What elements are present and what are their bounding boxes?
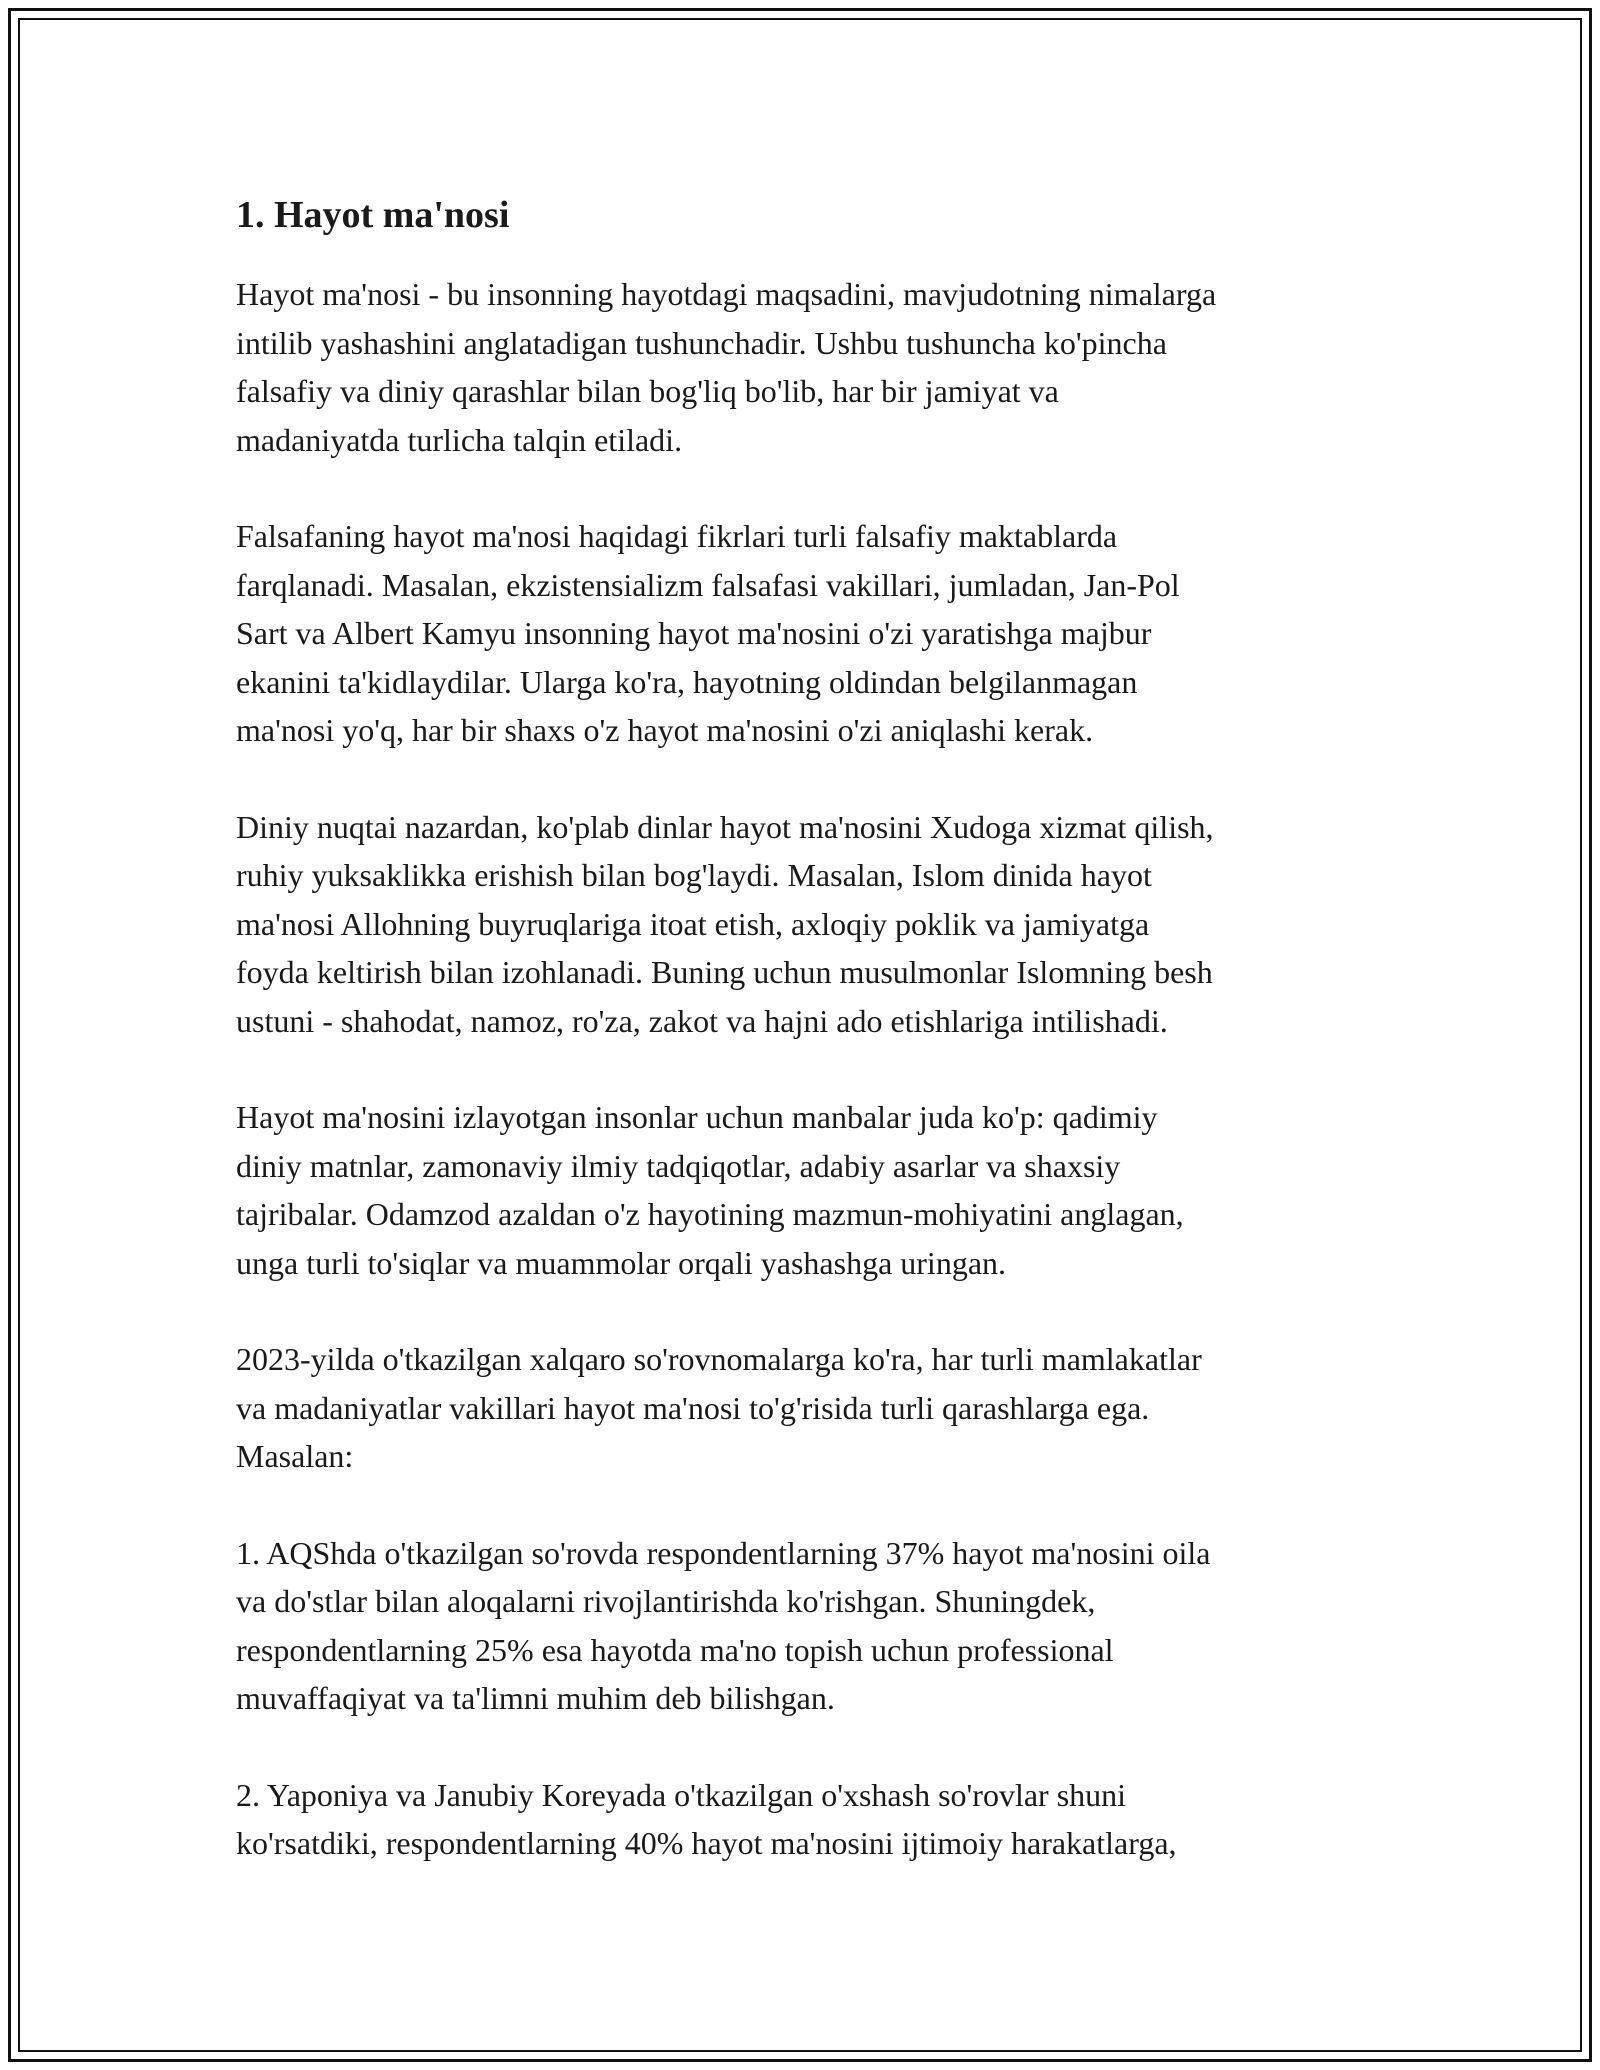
text-line: ma'nosi Allohning buyruqlariga itoat etish, axloqiy poklik va jamiyatga xyxy=(236,905,1150,942)
text-line: ruhiy yuksaklikka erishish bilan bog'laydi. Masalan, Islom dinida hayot xyxy=(236,857,1152,893)
paragraph-definition xyxy=(236,270,1366,464)
text-line: Sart va Albert Kamyu insonning hayot ma'nosini o'zi yaratishga majbur xyxy=(236,615,1152,651)
text-line: Diniy nuqtai nazardan, ko'plab dinlar hayot ma'nosini Xudoga xizmat qilish, xyxy=(236,808,1214,845)
text-line: farqlanadi. Masalan, ekzistensializm falsafasi vakillari, jumladan, Jan-Pol xyxy=(236,566,1180,603)
text-line: diniy matnlar, zamonaviy ilmiy tadqiqotlar, adabiy asarlar va shaxsiy xyxy=(236,1147,1121,1184)
text-line: ekanini ta'kidlaydilar. Ularga ko'ra, hayotning oldindan belgilanmagan xyxy=(236,663,1138,700)
text-line: Hayot ma'nosini izlayotgan insonlar uchun manbalar juda ko'p: qadimiy xyxy=(236,1099,1158,1135)
text-line: tajribalar. Odamzod azaldan o'z hayotining mazmun-mohiyatini anglagan, xyxy=(236,1196,1184,1232)
paragraph-surveys-intro xyxy=(236,1335,1366,1481)
text-line: muvaffaqiyat va ta'limni muhim deb bilishgan. xyxy=(236,1680,835,1716)
paragraph-survey-usa xyxy=(236,1529,1366,1723)
paragraph-religion xyxy=(236,803,1366,1046)
text-line: va madaniyatlar vakillari hayot ma'nosi to'g'risida turli qarashlarga ega. xyxy=(236,1389,1150,1426)
text-line: intilib yashashini anglatadigan tushunchadir. Ushbu tushuncha ko'pincha xyxy=(236,324,1167,361)
text-line: unga turli to'siqlar va muammolar orqali yashashga uringan. xyxy=(236,1244,1007,1281)
document-title: 1. Hayot ma'nosi xyxy=(236,194,510,236)
paragraph-survey-asia xyxy=(236,1771,1366,1868)
text-line: Hayot ma'nosi - bu insonning hayotdagi maqsadini, mavjudotning nimalarga xyxy=(236,276,1217,312)
text-line: falsafiy va diniy qarashlar bilan bog'liq bo'lib, har bir jamiyat va xyxy=(236,373,1059,409)
text-line: Masalan: xyxy=(236,1438,354,1474)
text-line: ustuni - shahodat, namoz, ro'za, zakot va hajni ado etishlariga intilishadi. xyxy=(236,1002,1168,1039)
text-line: ma'nosi yo'q, har bir shaxs o'z hayot ma'nosini o'zi aniqlashi kerak. xyxy=(236,712,1094,748)
text-line: va do'stlar bilan aloqalarni rivojlantirishda ko'rishgan. Shuningdek, xyxy=(236,1583,1096,1619)
paragraph-sources xyxy=(236,1093,1366,1287)
text-line: madaniyatda turlicha talqin etiladi. xyxy=(236,421,683,458)
text-line: 2023-yilda o'tkazilgan xalqaro so'rovnomalarga ko'ra, har turli mamlakatlar xyxy=(236,1341,1202,1377)
text-line: 1. AQShda o'tkazilgan so'rovda respondentlarning 37% hayot ma'nosini oila xyxy=(236,1534,1211,1571)
text-line: Falsafaning hayot ma'nosi haqidagi fikrlari turli falsafiy maktablarda xyxy=(236,518,1118,554)
text-line: ko'rsatdiki, respondentlarning 40% hayot ma'nosini ijtimoiy harakatlarga, xyxy=(236,1825,1177,1861)
text-line: foyda keltirish bilan izohlanadi. Buning uchun musulmonlar Islomning besh xyxy=(236,954,1213,990)
text-line: respondentlarning 25% esa hayotda ma'no topish uchun professional xyxy=(236,1631,1114,1668)
paragraph-philosophy xyxy=(236,512,1366,755)
text-line: 2. Yaponiya va Janubiy Koreyada o'tkazilgan o'xshash so'rovlar shuni xyxy=(236,1776,1127,1813)
document-body xyxy=(236,190,1366,1916)
